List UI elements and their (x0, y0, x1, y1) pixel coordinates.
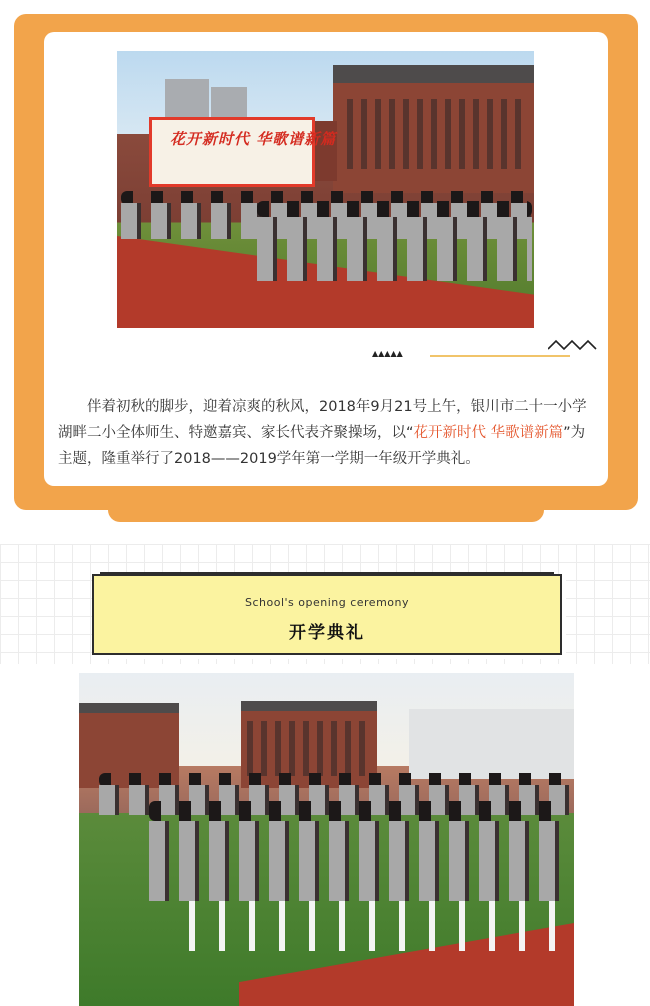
building-windows (347, 99, 527, 169)
students-heads-front (149, 801, 569, 821)
ceremony-photo-1 (117, 51, 534, 328)
ceremony-photo-2 (79, 673, 574, 1006)
intro-paragraph (58, 394, 598, 472)
intro-text-before: 伴着初秋的脚步，迎着凉爽的秋风，2018年9月21号上午，银川市二十一小学湖畔二小全体师生、特邀嘉宾、家长代表齐聚操场，以“ (58, 399, 587, 441)
center-building-windows (247, 721, 371, 776)
stage-banner (149, 117, 337, 187)
triangle-decoration-icon: ▲▲▲▲▲ (372, 349, 403, 358)
students-legs (189, 901, 569, 951)
orange-frame-tab (108, 496, 544, 522)
section-title-top-bar (100, 572, 554, 576)
section-subtitle: School's opening ceremony (244, 596, 410, 609)
section-title: 开学典礼 (289, 623, 365, 643)
divider-line (430, 355, 570, 357)
zigzag-decoration-icon (548, 339, 600, 351)
intro-text-after: ”为主题，隆重举行了2018——2019学年第一学期一年级开学典礼。 (58, 425, 586, 467)
students-front-rows (149, 821, 569, 901)
right-apartments (409, 709, 574, 779)
banner-text: 花开新时代 华歌谱新篇 (170, 130, 337, 148)
students-heads-front (257, 201, 532, 217)
school-roof (333, 65, 534, 85)
intro-theme-highlight: 花开新时代 华歌谱新篇 (413, 425, 564, 441)
students-front-row (257, 217, 532, 281)
